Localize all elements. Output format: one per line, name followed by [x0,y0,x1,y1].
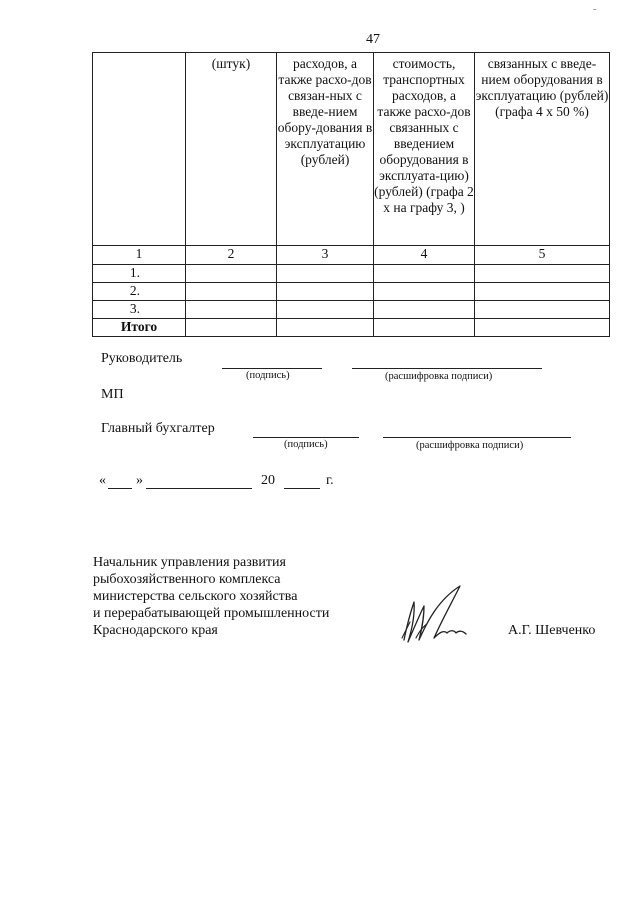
position-line-2: рыбохозяйственного комплекса [93,572,281,587]
column-number: 4 [374,246,475,265]
signatory-name: А.Г. Шевченко [508,623,596,638]
accountant-signature-line [253,437,359,438]
accountant-signature-caption: (подпись) [284,439,328,450]
accountant-decoding-caption: (расшифровка подписи) [416,440,524,451]
row-number: 1. [93,265,186,283]
head-decoding-caption: (расшифровка подписи) [385,371,493,382]
column-number: 5 [475,246,610,265]
head-label: Руководитель [101,351,183,366]
date-year-suffix: г. [326,473,334,488]
table-cell [186,319,277,337]
handwritten-signature [394,580,474,650]
calculation-table [92,52,610,337]
stamp-label: МП [101,387,124,402]
table-cell [475,283,610,301]
page-number: 47 [366,32,380,47]
column-number: 2 [186,246,277,265]
column-number-row [93,246,610,265]
table-cell [374,301,475,319]
table-cell [475,319,610,337]
header-cell-3: расходов, а также расхо-дов связан-ных с введе-нием обору-дования в эксплуатацию (рублей) [277,53,374,246]
table-cell [277,301,374,319]
date-close-quote: » [136,473,143,488]
header-cell-2: (штук) [186,53,277,246]
header-cell-1 [93,53,186,246]
corner-mark: - [593,4,597,15]
row-number: 2. [93,283,186,301]
position-line-4: и перерабатывающей промышленности [93,606,330,621]
accountant-decoding-line [383,437,571,438]
header-cell-4: стоимость, транспортных расходов, а также расхо-дов связанных с введением оборудования в эксплуата-цию) (рублей) (графа 2 х на графу 3, ) [374,53,475,246]
accountant-label: Главный бухгалтер [101,421,215,436]
table-cell [277,283,374,301]
table-cell [186,283,277,301]
date-open-quote: « [99,473,106,488]
table-cell [374,283,475,301]
head-signature-line [222,368,322,369]
table-cell [374,265,475,283]
header-cell-5: связанных с введе-нием оборудования в эксплуатацию (рублей) (графа 4 х 50 %) [475,53,610,246]
table-header-row [93,53,610,246]
date-year-prefix: 20 [261,473,275,488]
total-label: Итого [93,319,186,337]
position-line-5: Краснодарского края [93,623,218,638]
table-row [93,265,610,283]
date-year-line [284,488,320,489]
head-signature-caption: (подпись) [246,370,290,381]
row-number: 3. [93,301,186,319]
table-cell [186,301,277,319]
table-cell [475,265,610,283]
table-cell [374,319,475,337]
column-number: 3 [277,246,374,265]
table-row [93,301,610,319]
column-number: 1 [93,246,186,265]
head-decoding-line [352,368,542,369]
table-row [93,283,610,301]
date-day-line [108,488,132,489]
position-line-3: министерства сельского хозяйства [93,589,298,604]
table-cell [277,265,374,283]
position-line-1: Начальник управления развития [93,555,286,570]
date-month-line [146,488,252,489]
table-cell [475,301,610,319]
total-row [93,319,610,337]
table-cell [186,265,277,283]
table-cell [277,319,374,337]
